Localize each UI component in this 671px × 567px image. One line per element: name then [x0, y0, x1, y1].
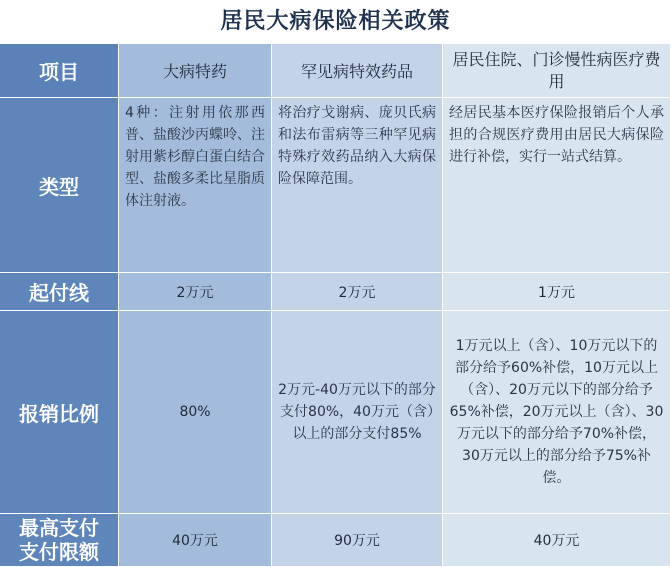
type-col1: 4种：注射用依那西普、盐酸沙丙蝶呤、注射用紫杉醇白蛋白结合型、盐酸多柔比星脂质体注射液。	[119, 98, 272, 273]
limit-col3: 40万元	[443, 514, 671, 567]
header-col3: 居民住院、门诊慢性病医疗费用	[443, 44, 671, 98]
page-title: 居民大病保险相关政策	[220, 9, 451, 34]
limit-col2: 90万元	[272, 514, 443, 567]
threshold-col2: 2万元	[272, 273, 443, 311]
row-label-ratio: 报销比例	[0, 311, 119, 514]
type-col3: 经居民基本医疗保险报销后个人承担的合规医疗费用由居民大病保险进行补偿，实行一站式结算。	[443, 98, 671, 273]
row-label-limit	[0, 514, 119, 567]
threshold-col1: 2万元	[119, 273, 272, 311]
row-label-threshold: 起付线	[0, 273, 119, 311]
ratio-col1: 80%	[119, 311, 272, 514]
threshold-col3: 1万元	[443, 273, 671, 311]
header-col1: 大病特药	[119, 44, 272, 98]
ratio-col2: 2万元-40万元以下的部分支付80%，40万元（含）以上的部分支付85%	[272, 311, 443, 514]
type-col2: 将治疗戈谢病、庞贝氏病和法布雷病等三种罕见病特殊疗效药品纳入大病保险保障范围。	[272, 98, 443, 273]
row-label-limit-text	[19, 516, 99, 564]
ratio-col3: 1万元以上（含）、10万元以下的部分给予60%补偿，10万元以上（含）、20万元以下的部分给予65%补偿，20万元以上（含）、30万元以下的部分给予70%补偿，30万元以上的部分给予75%补偿。	[443, 311, 671, 514]
limit-col1: 40万元	[119, 514, 272, 567]
row-label-type: 类型	[0, 98, 119, 273]
policy-table	[0, 44, 671, 567]
limit-label-line1: 最高支付	[19, 516, 99, 540]
header-item: 项目	[0, 44, 119, 98]
limit-label-line2: 支付限额	[19, 540, 99, 564]
header-col2: 罕见病特效药品	[272, 44, 443, 98]
